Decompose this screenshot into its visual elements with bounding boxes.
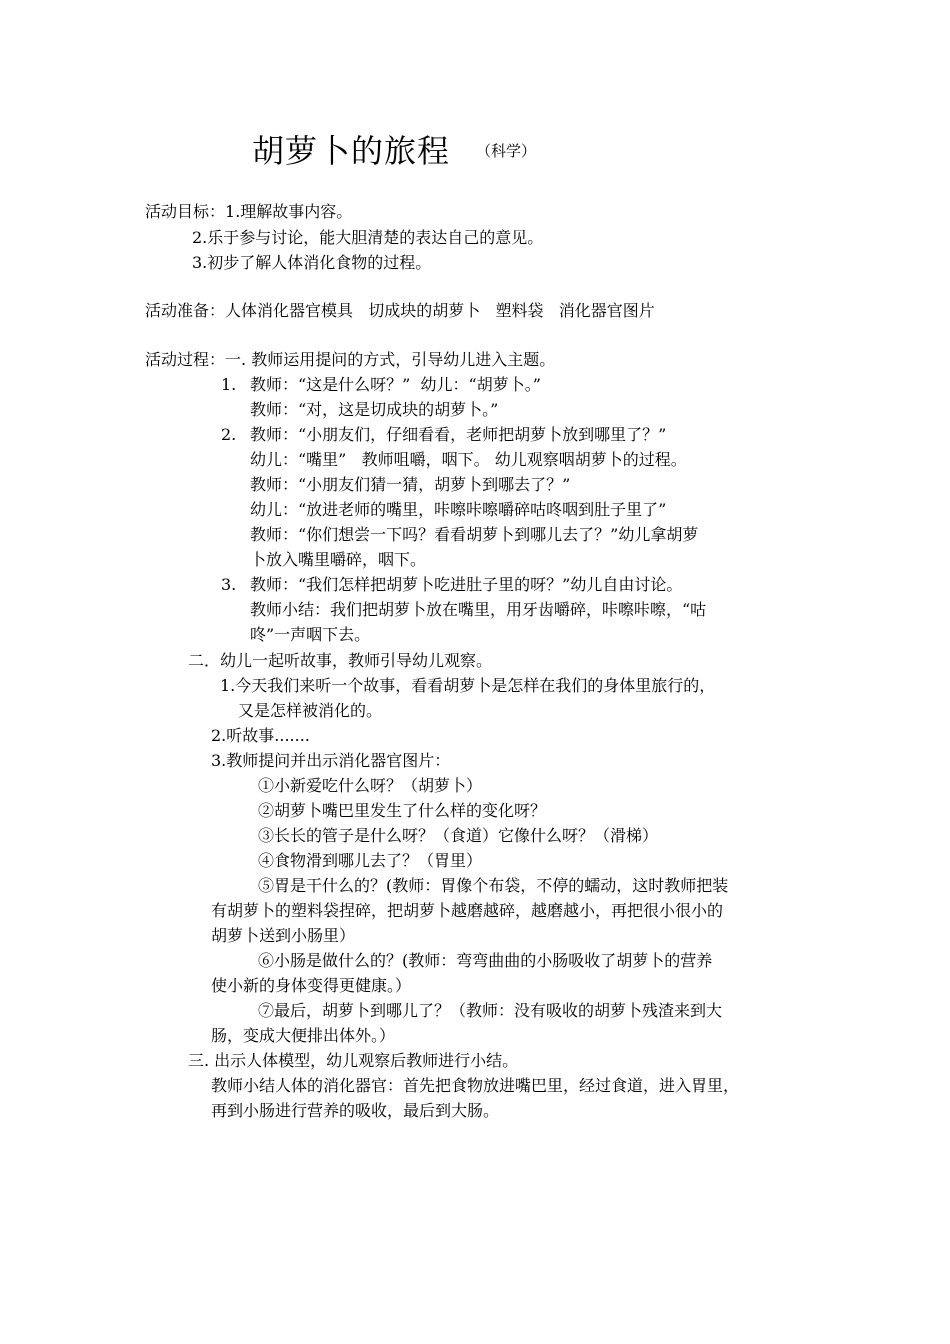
part1-heading: 一. 教师运用提问的方式，引导幼儿进入主题。 (225, 350, 556, 369)
question-line: ③长长的管子是什么呀？（食道）它像什么呀？（滑梯） (258, 826, 659, 845)
question-line: 胡萝卜送到小肠里） (211, 926, 356, 945)
process-line (145, 348, 555, 372)
question-line: ②胡萝卜嘴巴里发生了什么样的变化呀？ (258, 801, 547, 820)
prep-label: 活动准备： (145, 301, 226, 320)
summary-line: 教师小结人体的消化器官：首先把食物放进嘴巴里，经过食道，进入胃里， (211, 1076, 740, 1095)
dialogue-line: 教师：“我们怎样把胡萝卜吃进肚子里的呀？”幼儿自由讨论。 (250, 575, 683, 594)
goals-label: 活动目标： (145, 202, 226, 221)
question-line: 有胡萝卜的塑料袋捏碎，把胡萝卜越磨越碎，越磨越小，再把很小很小的 (211, 901, 724, 920)
dialogue-line: 教师：“小朋友们，仔细看看，老师把胡萝卜放到哪里了？” (250, 425, 667, 444)
question-line: ⑤胃是干什么的？(教师：胃像个布袋，不停的蠕动，这时教师把装 (258, 876, 729, 895)
goal-item: 3.初步了解人体消化食物的过程。 (192, 253, 432, 272)
goal-item: 1.理解故事内容。 (225, 202, 353, 221)
document-title (252, 126, 536, 172)
story-line: 3.教师提问并出示消化器官图片： (211, 751, 451, 770)
story-line: 1.今天我们来听一个故事，看看胡萝卜是怎样在我们的身体里旅行的， (220, 676, 716, 695)
question-line: ⑥小肠是做什么的？(教师：弯弯曲曲的小肠吸收了胡萝卜的营养 (258, 951, 713, 970)
goal-item: 2.乐于参与讨论，能大胆清楚的表达自己的意见。 (192, 228, 544, 247)
question-line: ①小新爱吃什么呀？（胡萝卜） (258, 776, 483, 795)
dialogue-line: 幼儿：“放进老师的嘴里，咔嚓咔嚓嚼碎咕咚咽到肚子里了” (250, 500, 667, 519)
goals-line-1 (145, 200, 352, 224)
part2-heading: 二．幼儿一起听故事，教师引导幼儿观察。 (188, 651, 493, 670)
question-line: 肠，变成大便排出体外。） (211, 1026, 396, 1045)
story-line: 又是怎样被消化的。 (238, 701, 383, 720)
dialogue-line: 教师：“对，这是切成块的胡萝卜。” (250, 400, 499, 419)
step-number: 1. (221, 375, 237, 394)
question-line: ④食物滑到哪儿去了？（胃里） (258, 851, 483, 870)
prep-line (145, 299, 655, 323)
dialogue-line: 教师：“这是什么呀？” 幼儿：“胡萝卜。” (250, 375, 541, 394)
dialogue-line: 咚”一声咽下去。 (250, 625, 371, 644)
summary-line: 再到小肠进行营养的吸收，最后到大肠。 (211, 1101, 500, 1120)
story-line: 2.听故事....... (211, 726, 310, 745)
dialogue-line: 幼儿：“嘴里” 教师咀嚼，咽下。 幼儿观察咽胡萝卜的过程。 (250, 450, 687, 469)
dialogue-line: 卜放入嘴里嚼碎，咽下。 (250, 550, 427, 569)
part3-heading: 三. 出示人体模型，幼儿观察后教师进行小结。 (188, 1051, 519, 1070)
prep-text: 人体消化器官模具 切成块的胡萝卜 塑料袋 消化器官图片 (225, 301, 655, 320)
title-subject: （科学） (476, 142, 537, 160)
step-number: 2. (221, 425, 237, 444)
dialogue-line: 教师小结：我们把胡萝卜放在嘴里，用牙齿嚼碎，咔嚓咔嚓，“咕 (250, 600, 707, 619)
dialogue-line: 教师：“小朋友们猜一猜，胡萝卜到哪去了？” (250, 475, 571, 494)
title-main: 胡萝卜的旅程 (252, 132, 451, 170)
dialogue-line: 教师：“你们想尝一下吗？看看胡萝卜到哪儿去了？”幼儿拿胡萝 (250, 525, 699, 544)
process-label: 活动过程： (145, 350, 226, 369)
step-number: 3. (221, 575, 237, 594)
question-line: 使小新的身体变得更健康。） (211, 976, 412, 995)
question-line: ⑦最后，胡萝卜到哪儿了？（教师：没有吸收的胡萝卜残渣来到大 (258, 1001, 723, 1020)
